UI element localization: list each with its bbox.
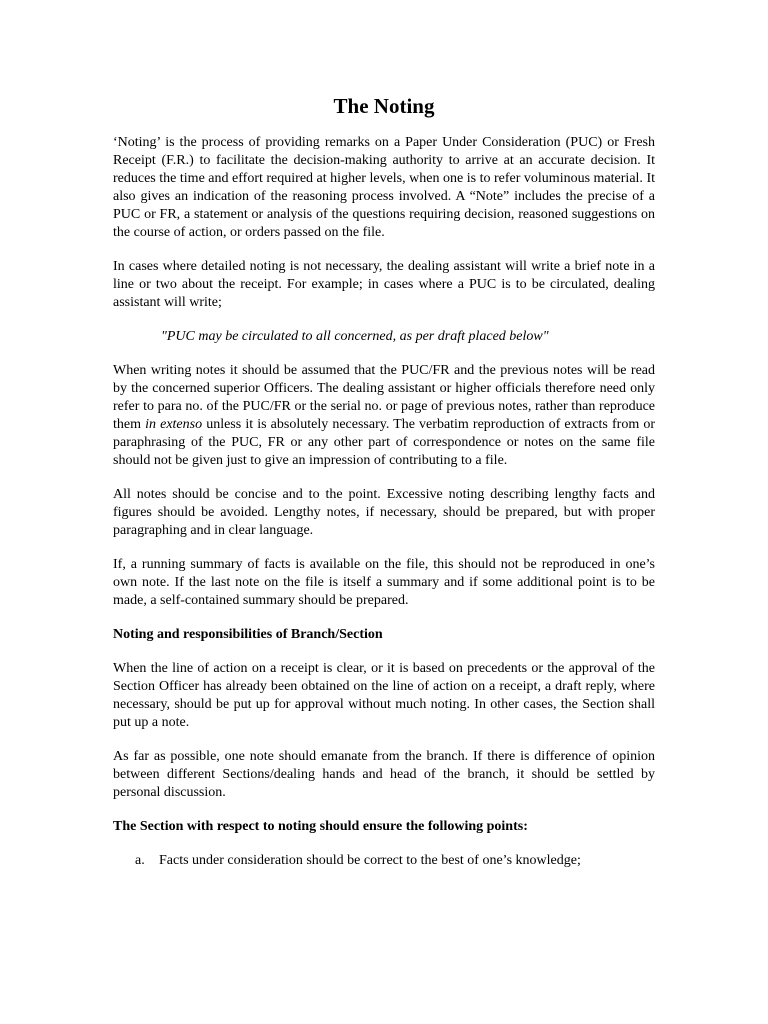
heading-section-points: The Section with respect to noting should ensure the following points:	[113, 819, 528, 834]
list-item	[113, 852, 655, 870]
paragraph-line-of-action: When the line of action on a receipt is clear, or it is based on precedents or the approval of the Section Officer has already been obtained on the line of action on a receipt, a draft reply, where necessary, should be put up for approval without much noting. In other cases, the Section shall put up a note.	[113, 661, 655, 730]
paragraph-brief-note: In cases where detailed noting is not necessary, the dealing assistant will write a brief note in a line or two about the receipt. For example; in cases where a PUC is to be circulated, dealing assistant will write;	[113, 259, 655, 310]
paragraph-writing-notes	[113, 362, 655, 470]
list-item-marker: a.	[135, 853, 145, 868]
paragraph-writing-notes-part2: unless it is absolutely necessary. The verbatim reproduction of extracts from or paraphrasing of the PUC, FR or any other part of correspondence or notes on the same file should not be given just to give an impression of contributing to a file.	[113, 417, 655, 468]
paragraph-noting-definition: ‘Noting’ is the process of providing remarks on a Paper Under Consideration (PUC) or Fresh Receipt (F.R.) to facilitate the decision-making authority to arrive at an accurate decision. It reduces the time and effort required at higher levels, when one is to refer voluminous material. It also gives an indication of the reasoning process involved. A “Note” includes the precise of a PUC or FR, a statement or analysis of the questions requiring decision, reasoned suggestions on the course of action, or orders passed on the file.	[113, 135, 655, 240]
in-extenso-term: in extenso	[145, 417, 203, 432]
paragraph-one-note: As far as possible, one note should emanate from the branch. If there is difference of opinion between different Sections/dealing hands and head of the branch, it should be settled by personal discussion.	[113, 749, 655, 800]
document-page	[113, 92, 655, 886]
paragraph-writing-notes-part1: When writing notes it should be assumed that the PUC/FR and the previous notes will be read by the concerned superior Officers. The dealing assistant or higher officials therefore need only refer to para no. of the PUC/FR or the serial no. or page of previous notes, rather than reproduce them	[113, 363, 655, 432]
document-title: The Noting	[333, 94, 435, 118]
quoted-example: "PUC may be circulated to all concerned, as per draft placed below"	[161, 329, 549, 344]
paragraph-concise-notes: All notes should be concise and to the point. Excessive noting describing lengthy facts and figures should be avoided. Lengthy notes, if necessary, should be prepared, but with proper paragraphing and in clear language.	[113, 487, 655, 538]
list-item-text: Facts under consideration should be correct to the best of one’s knowledge;	[159, 853, 581, 868]
heading-branch-responsibilities: Noting and responsibilities of Branch/Section	[113, 627, 383, 642]
points-list	[113, 852, 655, 870]
paragraph-running-summary: If, a running summary of facts is available on the file, this should not be reproduced in one’s own note. If the last note on the file is itself a summary and if some additional point is to be made, a self-contained summary should be prepared.	[113, 557, 655, 608]
